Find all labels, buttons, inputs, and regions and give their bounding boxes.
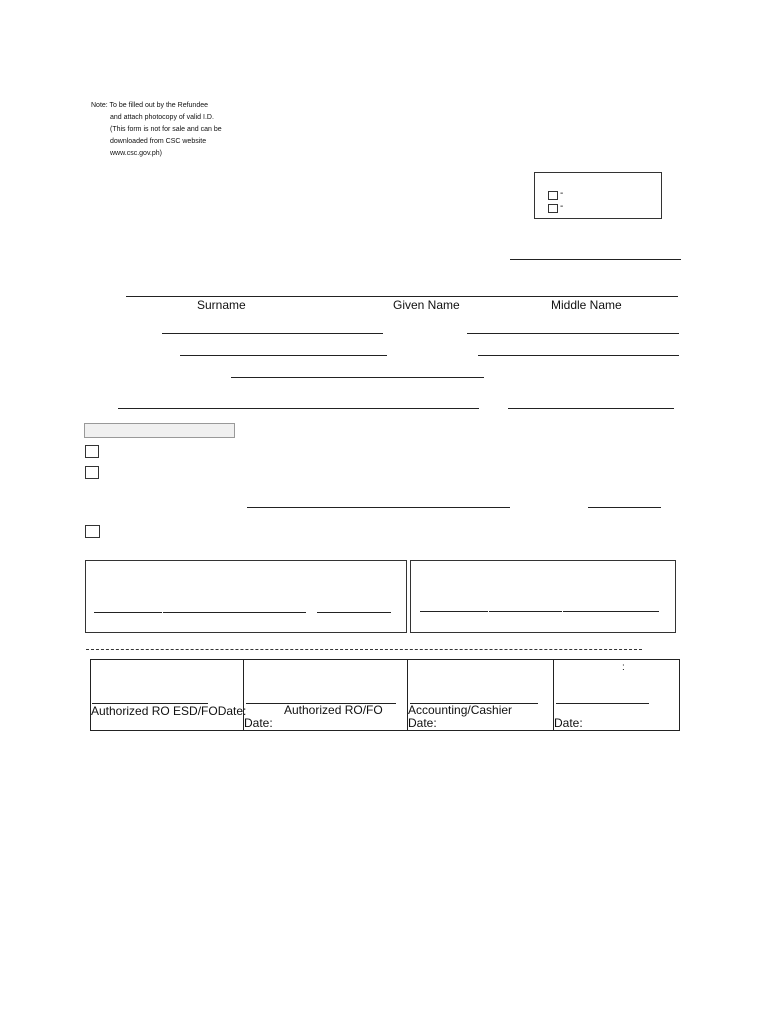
form-line[interactable] <box>247 507 510 508</box>
options-box <box>534 172 662 219</box>
note-line: downloaded from CSC website <box>110 138 207 145</box>
surname-label: Surname <box>197 298 246 312</box>
option-checkbox[interactable] <box>85 525 100 538</box>
note-block <box>91 100 291 160</box>
option-checkbox[interactable] <box>548 191 558 200</box>
signatory-label: Accounting/Cashier <box>408 703 513 717</box>
signatory-label: Authorized RO ESD/FODate: <box>91 704 247 718</box>
note-line: Note: To be filled out by the Refundee <box>91 102 209 109</box>
signatory-date: Date: <box>554 716 583 730</box>
form-line[interactable] <box>478 355 679 356</box>
form-line[interactable] <box>508 408 674 409</box>
signature-line[interactable] <box>94 612 162 613</box>
note-line: (This form is not for sale and can be <box>110 126 222 133</box>
option-label: - <box>560 201 564 212</box>
signature-box-right <box>410 560 676 633</box>
option-checkbox[interactable] <box>85 466 99 479</box>
option-label: - <box>560 188 564 199</box>
signatory-mark: : <box>622 662 625 673</box>
signature-line[interactable] <box>317 612 391 613</box>
option-checkbox[interactable] <box>548 204 558 213</box>
form-line[interactable] <box>118 408 479 409</box>
section-header-bar <box>84 423 235 438</box>
signatory-cell <box>90 659 247 731</box>
form-line[interactable] <box>588 507 661 508</box>
form-line[interactable] <box>162 333 383 334</box>
middle-name-label: Middle Name <box>551 298 622 312</box>
note-line: and attach photocopy of valid I.D. <box>110 114 214 121</box>
signature-line[interactable] <box>420 611 488 612</box>
signature-box-left <box>85 560 407 633</box>
signature-line[interactable] <box>556 703 649 704</box>
note-line: www.csc.gov.ph) <box>110 150 162 157</box>
signatory-cell <box>407 659 554 731</box>
signature-line[interactable] <box>163 612 306 613</box>
signatory-label: Authorized RO/FO <box>284 703 383 717</box>
signatory-cell <box>553 659 680 731</box>
form-line[interactable] <box>510 259 681 260</box>
signatory-date: Date: <box>244 716 273 730</box>
signatory-date: Date: <box>408 716 437 730</box>
signature-line[interactable] <box>489 611 562 612</box>
form-line[interactable] <box>231 377 484 378</box>
given-name-label: Given Name <box>393 298 460 312</box>
form-line[interactable] <box>467 333 679 334</box>
signatories-table <box>90 659 680 731</box>
signature-line[interactable] <box>563 611 659 612</box>
option-checkbox[interactable] <box>85 445 99 458</box>
cut-line <box>86 649 642 650</box>
full-name-line[interactable] <box>126 296 678 297</box>
signatory-cell <box>243 659 408 731</box>
form-line[interactable] <box>180 355 387 356</box>
